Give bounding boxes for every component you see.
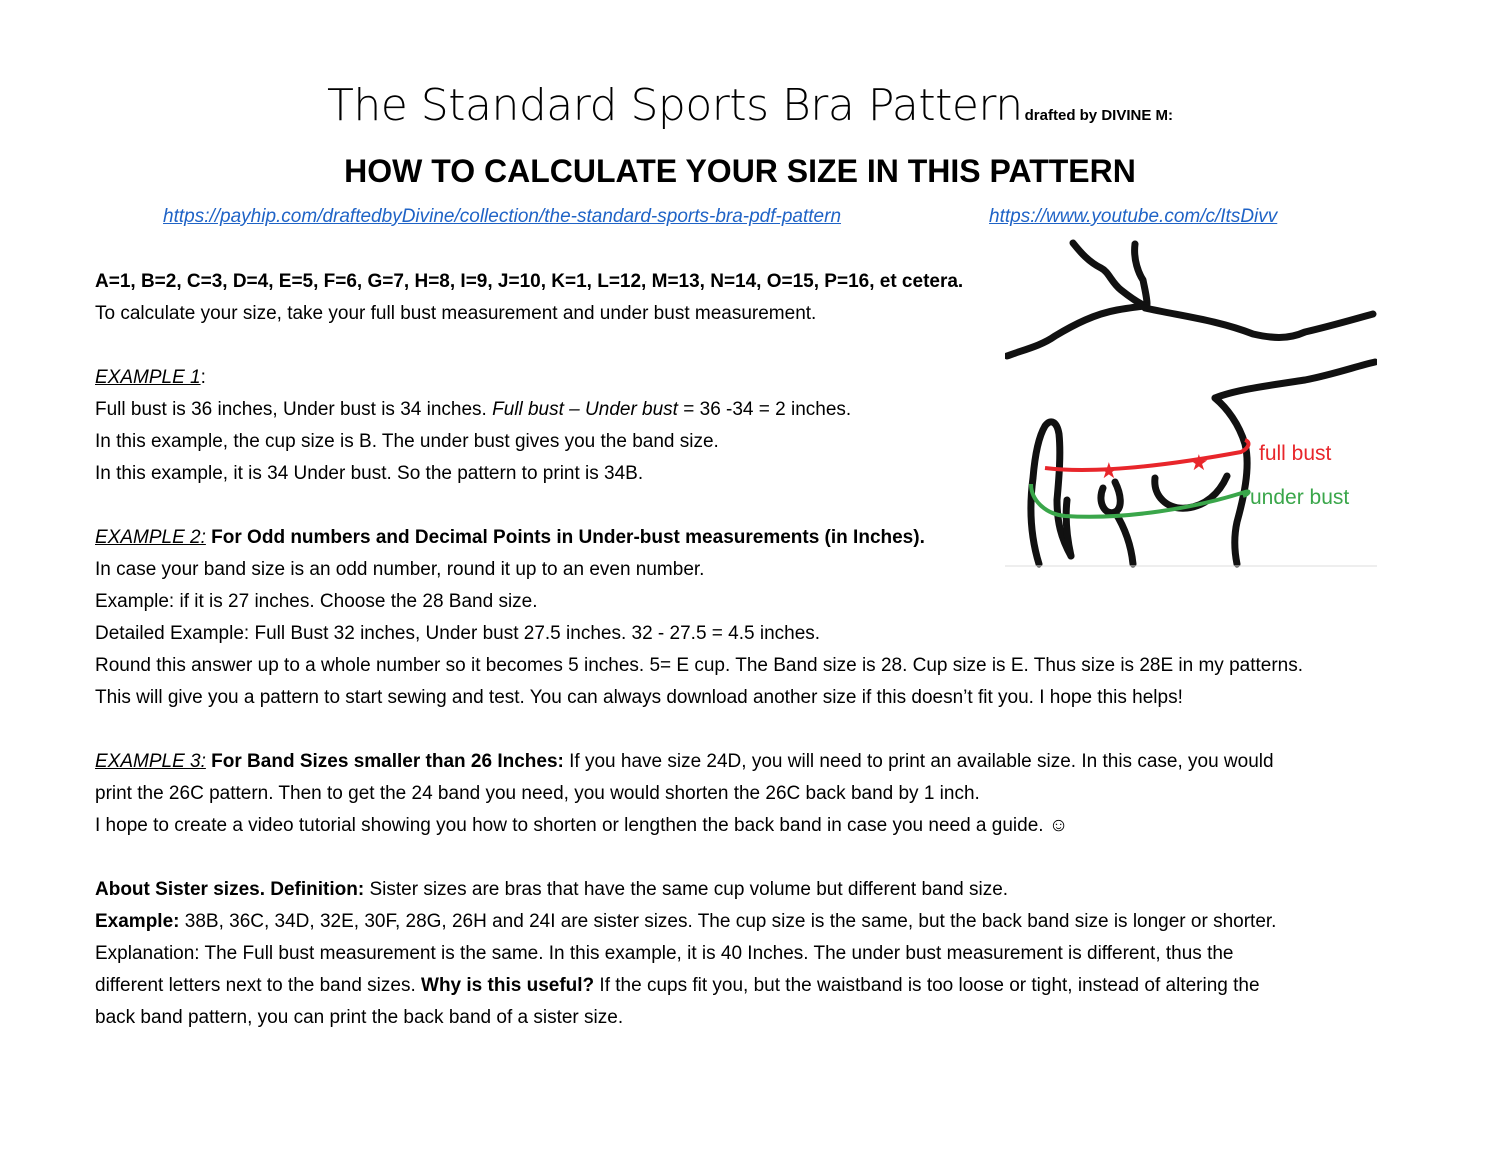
example2-line: In case your band size is an odd number, round it up to an even number. — [95, 559, 705, 580]
example2-label: EXAMPLE 2: — [95, 527, 206, 548]
alphabet-key: A=1, B=2, C=3, D=4, E=5, F=6, G=7, H=8, I=9, J=10, K=1, L=12, M=13, N=14, O=15, P=16, et cetera. — [95, 271, 964, 292]
left-breast-outline — [1101, 482, 1120, 513]
example2-line: Detailed Example: Full Bust 32 inches, Under bust 27.5 inches. 32 - 27.5 = 4.5 inches. — [95, 623, 821, 644]
left-inner-outline — [1066, 500, 1071, 556]
byline: drafted by DIVINE M: — [1024, 107, 1173, 124]
example2-line: Round this answer up to a whole number so it becomes 5 inches. 5= E cup. The Band size is 28. Cup size is E. Thus size is 28E in my patterns. — [95, 655, 1304, 676]
example3-line3: I hope to create a video tutorial showing you how to shorten or lengthen the back band in case you need a guide. ☺ — [95, 815, 1069, 836]
example1-line2: In this example, the cup size is B. The under bust gives you the band size. — [95, 431, 719, 452]
full-bust-star-right: ★ — [1189, 451, 1209, 476]
bust-measurement-figure — [1005, 238, 1377, 568]
section-heading: HOW TO CALCULATE YOUR SIZE IN THIS PATTERN — [344, 153, 1136, 189]
example1-line3: In this example, it is 34 Under bust. So the pattern to print is 34B. — [95, 463, 644, 484]
left-shoulder-outline — [1007, 306, 1147, 356]
full-bust-line — [1045, 440, 1248, 470]
example1-line1: Full bust is 36 inches, Under bust is 34 inches. Full bust – Under bust = 36 -34 = 2 inches. — [95, 399, 852, 420]
pattern-title: The Standard Sports Bra Pattern — [326, 80, 1023, 131]
right-arm-outline — [1215, 362, 1375, 398]
example3-line2: print the 26C pattern. Then to get the 24 band you need, you would shorten the 26C back band by 1 inch. — [95, 783, 980, 804]
right-torso-outline — [1215, 398, 1247, 564]
example1-label: EXAMPLE 1 — [95, 367, 201, 388]
sister-example: Example: 38B, 36C, 34D, 32E, 30F, 28G, 26H and 24I are sister sizes. The cup size is the same, but the back band size is longer or shorter. — [95, 911, 1277, 932]
example3-heading: EXAMPLE 3: For Band Sizes smaller than 26 Inches: If you have size 24D, you will need to print an available size. In this case, you would — [95, 751, 1274, 772]
page-title — [0, 80, 1500, 131]
full-bust-label: full bust — [1259, 442, 1332, 465]
sister-conclusion: back band pattern, you can print the back band of a sister size. — [95, 1007, 624, 1028]
example2-line: Example: if it is 27 inches. Choose the 28 Band size. — [95, 591, 538, 612]
youtube-link[interactable]: https://www.youtube.com/c/ItsDivv — [989, 206, 1278, 227]
sister-usefulness: different letters next to the band sizes. Why is this useful? If the cups fit you, but the waistband is too loose or tight, instead of altering the — [95, 975, 1260, 996]
neck-right-outline — [1135, 244, 1147, 304]
full-bust-star-left: ★ — [1099, 459, 1119, 484]
payhip-link[interactable]: https://payhip.com/draftedbyDivine/collection/the-standard-sports-bra-pdf-pattern — [163, 206, 842, 227]
right-breast-outline — [1155, 476, 1227, 508]
under-bust-label: under bust — [1250, 486, 1350, 509]
right-shoulder-outline — [1145, 308, 1373, 338]
sternum-line — [1115, 512, 1133, 564]
example2-heading: EXAMPLE 2: For Odd numbers and Decimal Points in Under-bust measurements (in Inches). — [95, 527, 925, 548]
example1-label-line: EXAMPLE 1: — [95, 367, 206, 388]
instruction-text: To calculate your size, take your full bust measurement and under bust measurement. — [95, 303, 817, 324]
sister-definition: About Sister sizes. Definition: Sister sizes are bras that have the same cup volume but different band size. — [95, 879, 1009, 900]
example3-label: EXAMPLE 3: — [95, 751, 206, 772]
example2-line: This will give you a pattern to start sewing and test. You can always download another size if this doesn’t fit you. I hope this helps! — [95, 687, 1183, 708]
sister-explanation: Explanation: The Full bust measurement is the same. In this example, it is 40 Inches. The under bust measurement is different, thus the — [95, 943, 1234, 964]
